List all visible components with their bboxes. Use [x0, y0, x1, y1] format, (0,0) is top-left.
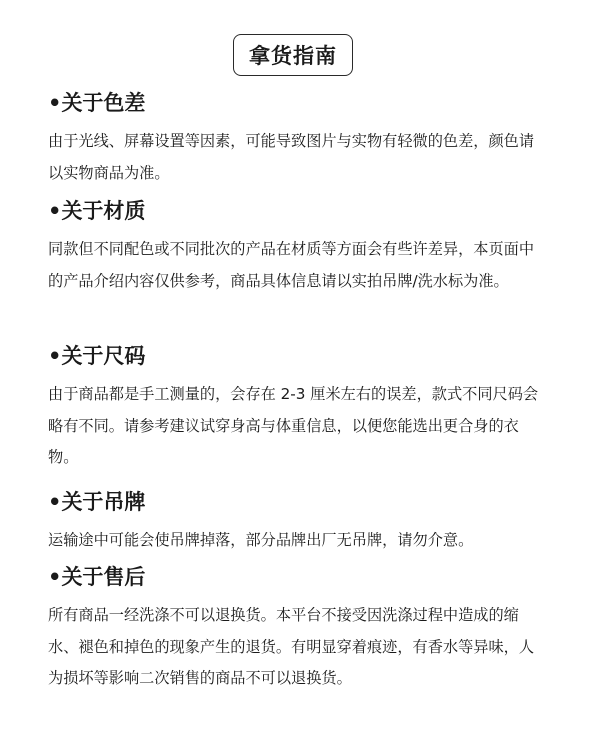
section-body: 同款但不同配色或不同批次的产品在材质等方面会有些许差异，本页面中的产品介绍内容仅供参考，商品具体信息请以实拍吊牌/洗水标为准。: [48, 240, 534, 290]
bullet-icon: •: [48, 91, 62, 115]
bullet-icon: •: [48, 344, 62, 368]
section-heading-text: 关于材质: [61, 199, 146, 223]
section-heading: [48, 562, 548, 592]
section-heading: [48, 487, 548, 517]
section-material: [48, 196, 548, 297]
section-after-sales: [48, 562, 548, 695]
section-tag: [48, 487, 548, 557]
bullet-icon: •: [48, 565, 62, 589]
section-body: 由于光线、屏幕设置等因素，可能导致图片与实物有轻微的色差，颜色请以实物商品为准。: [48, 132, 534, 182]
section-heading-text: 关于吊牌: [61, 490, 146, 514]
section-size: [48, 341, 548, 474]
section-heading: [48, 88, 548, 118]
section-heading-text: 关于尺码: [61, 344, 146, 368]
bullet-icon: •: [48, 199, 62, 223]
page-title: 拿货指南: [233, 34, 353, 76]
section-heading: [48, 196, 548, 226]
bullet-icon: •: [48, 490, 62, 514]
section-heading-text: 关于色差: [61, 91, 146, 115]
section-body: 所有商品一经洗涤不可以退换货。本平台不接受因洗涤过程中造成的缩水、褪色和掉色的现象产生的退货。有明显穿着痕迹，有香水等异味，人为损坏等影响二次销售的商品不可以退换货。: [48, 606, 534, 687]
section-heading-text: 关于售后: [61, 565, 146, 589]
section-heading: [48, 341, 548, 371]
section-color-difference: [48, 88, 548, 189]
section-body: 运输途中可能会使吊牌掉落，部分品牌出厂无吊牌，请勿介意。: [48, 531, 474, 549]
section-body: 由于商品都是手工测量的，会存在 2-3 厘米左右的误差，款式不同尺码会略有不同。请参考建议试穿身高与体重信息，以便您能选出更合身的衣物。: [48, 385, 539, 466]
